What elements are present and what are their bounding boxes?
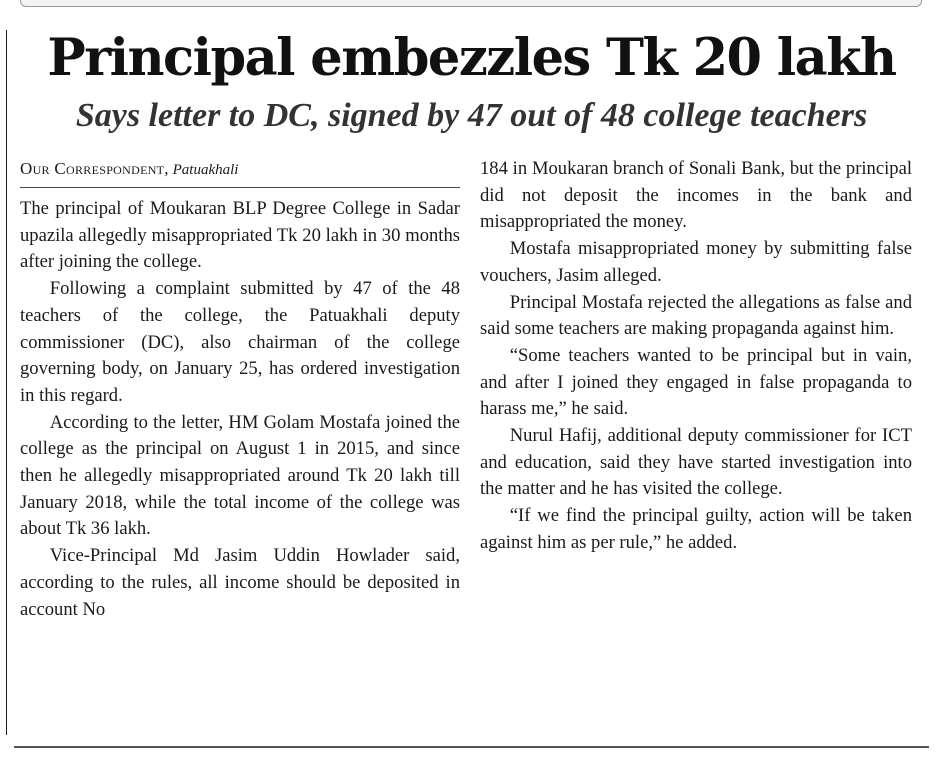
paragraph: Mostafa misappropriated money by submitting false vouchers, Jasim alleged. (480, 238, 912, 286)
paragraph: Principal Mostafa rejected the allegations as false and said some teachers are making propaganda against him. (480, 291, 912, 340)
paragraph: Nurul Hafij, additional deputy commissioner for ICT and education, said they have started investigation into the matter and he has visited the college. (480, 425, 912, 500)
byline-divider (20, 187, 460, 188)
subheadline: Says letter to DC, signed by 47 out of 48 college teachers (75, 97, 868, 134)
byline (20, 157, 460, 182)
headline: Principal embezzles Tk 20 lakh (47, 28, 896, 88)
paragraph: “If we find the principal guilty, action will be taken against him as per rule,” he added. (480, 505, 912, 553)
top-border (20, 0, 922, 7)
left-column (20, 196, 460, 623)
paragraph: According to the letter, HM Golam Mostafa joined the college as the principal on August 1 in 2015, and since then he allegedly misappropriated around Tk 20 lakh till January 2018, while the total income of the college was about Tk 36 lakh. (20, 411, 460, 540)
left-column-rule (6, 30, 7, 735)
paragraph: Following a complaint submitted by 47 of the 48 teachers of the college, the Patuakhali deputy commissioner (DC), also chairman of the college governing body, on January 25, has ordered investigation in this regard. (20, 278, 460, 406)
right-column (480, 156, 912, 557)
paragraph: The principal of Moukaran BLP Degree College in Sadar upazila allegedly misappropriated Tk 20 lakh in 30 months after joining the college. (20, 198, 460, 273)
paragraph: “Some teachers wanted to be principal but in vain, and after I joined they engaged in false propaganda to harass me,” he said. (480, 344, 912, 420)
byline-author: Our Correspondent, (20, 159, 169, 178)
bottom-border (14, 746, 929, 748)
byline-location: Patuakhali (172, 162, 239, 178)
paragraph-continuation: 184 in Moukaran branch of Sonali Bank, but the principal did not deposit the incomes in the bank and misappropriated the money. (480, 158, 912, 233)
paragraph: Vice-Principal Md Jasim Uddin Howlader said, according to the rules, all income should be deposited in account No (20, 545, 460, 620)
